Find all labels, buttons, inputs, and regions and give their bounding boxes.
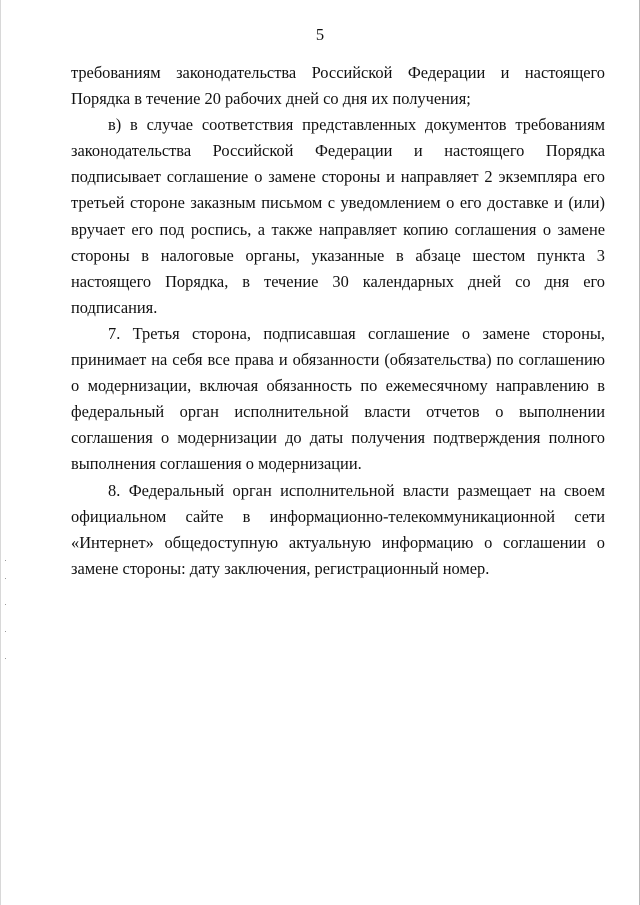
- scan-specks: [5, 560, 8, 680]
- document-body: [71, 60, 605, 582]
- paragraph-subitem-v: в) в случае соответствия представленных документов требованиям законодательства Российской Федерации и настоящего Порядка подписывает соглашение о замене стороны и направляет 2 экземпляра его третьей стороне заказным письмом с уведомлением о его доставке и (или) вручает его под роспись, а также направляет копию соглашения о замене стороны в налоговые органы, указанные в абзаце шестом пункта 3 настоящего Порядка, в течение 30 календарных дней со дня его подписания.: [71, 115, 605, 317]
- paragraph-item-7: 7. Третья сторона, подписавшая соглашение о замене стороны, принимает на себя все права и обязанности (обязательства) по соглашению о модернизации, включая обязанность по ежемесячному направлению в федеральный орган исполнительной власти отчетов о выполнении соглашения о модернизации до даты получения подтверждения полного выполнения соглашения о модернизации.: [71, 323, 605, 474]
- paragraph-item-8: 8. Федеральный орган исполнительной власти размещает на своем официальном сайте в информационно-телекоммуникационной сети «Интернет» общедоступную актуальную информацию о соглашении о замене стороны: дату заключения, регистрационный номер.: [71, 480, 605, 578]
- page-number: 5: [315, 25, 325, 44]
- scan-edge-left: [0, 0, 1, 905]
- paragraph-continued: требованиям законодательства Российской Федерации и настоящего Порядка в течение 20 рабочих дней со дня их получения;: [71, 63, 605, 109]
